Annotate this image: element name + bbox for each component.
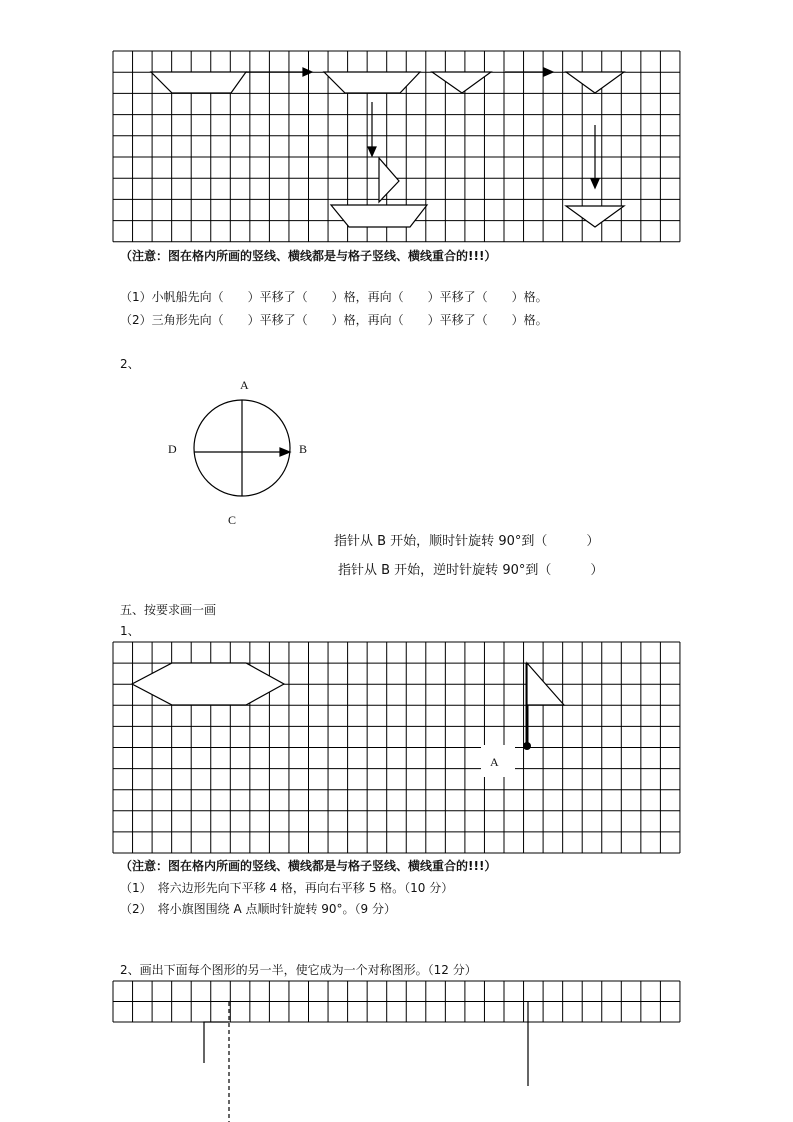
sailboat-hull [331, 205, 427, 227]
arrow-head-3 [368, 147, 376, 156]
note-1: （注意：图在格内所画的竖线、横线都是与格子竖线、横线重合的!!!） [120, 249, 497, 263]
arrow-head-2 [544, 68, 553, 76]
triangle-original [432, 72, 491, 93]
question-2-number: 2、 [120, 357, 140, 371]
question-boat: （1）小帆船先向（ ）平移了（ ）格，再向（ ）平移了（ ）格。 [120, 290, 548, 304]
section-5-title: 五、按要求画一画 [120, 603, 217, 617]
compass-label-b: B [299, 442, 308, 456]
task-flag: （2） 将小旗图围绕 A 点顺时针旋转 90°。（9 分） [120, 902, 397, 916]
task-hexagon: （1） 将六边形先向下平移 4 格，再向右平移 5 格。（10 分） [120, 881, 454, 895]
half-shape-1 [204, 1022, 229, 1063]
translation-figures [151, 68, 624, 227]
trapezoid-original [151, 72, 246, 93]
question-counterclockwise: 指针从 B 开始，逆时针旋转 90°到（ ） [338, 563, 604, 578]
compass-label-d: D [168, 442, 177, 456]
arrow-head-4 [591, 179, 599, 188]
question-clockwise: 指针从 B 开始，顺时针旋转 90°到（ ） [334, 534, 600, 549]
compass-pointer-head [280, 448, 290, 456]
point-a-dot [523, 742, 531, 750]
point-a-label: A [490, 755, 499, 769]
symmetry-figures [204, 1002, 528, 1122]
note-2: （注意：图在格内所画的竖线、横线都是与格子竖线、横线重合的!!!） [120, 859, 497, 873]
section-5-q1-number: 1、 [120, 624, 140, 638]
compass-figure [194, 400, 290, 496]
triangle-final [566, 206, 624, 227]
hexagon [132, 663, 284, 705]
symmetry-question: 2、画出下面每个图形的另一半，使它成为一个对称图形。（12 分） [120, 963, 477, 977]
triangle-moved [566, 72, 624, 93]
compass-label-c: C [228, 513, 237, 527]
arrow-head-1 [303, 68, 312, 76]
trapezoid-moved [324, 72, 420, 93]
sailboat-sail [379, 158, 399, 202]
symmetry-grid [113, 981, 680, 1022]
compass-label-a: A [240, 378, 249, 392]
question-triangle: （2）三角形先向（ ）平移了（ ）格，再向（ ）平移了（ ）格。 [120, 313, 548, 327]
